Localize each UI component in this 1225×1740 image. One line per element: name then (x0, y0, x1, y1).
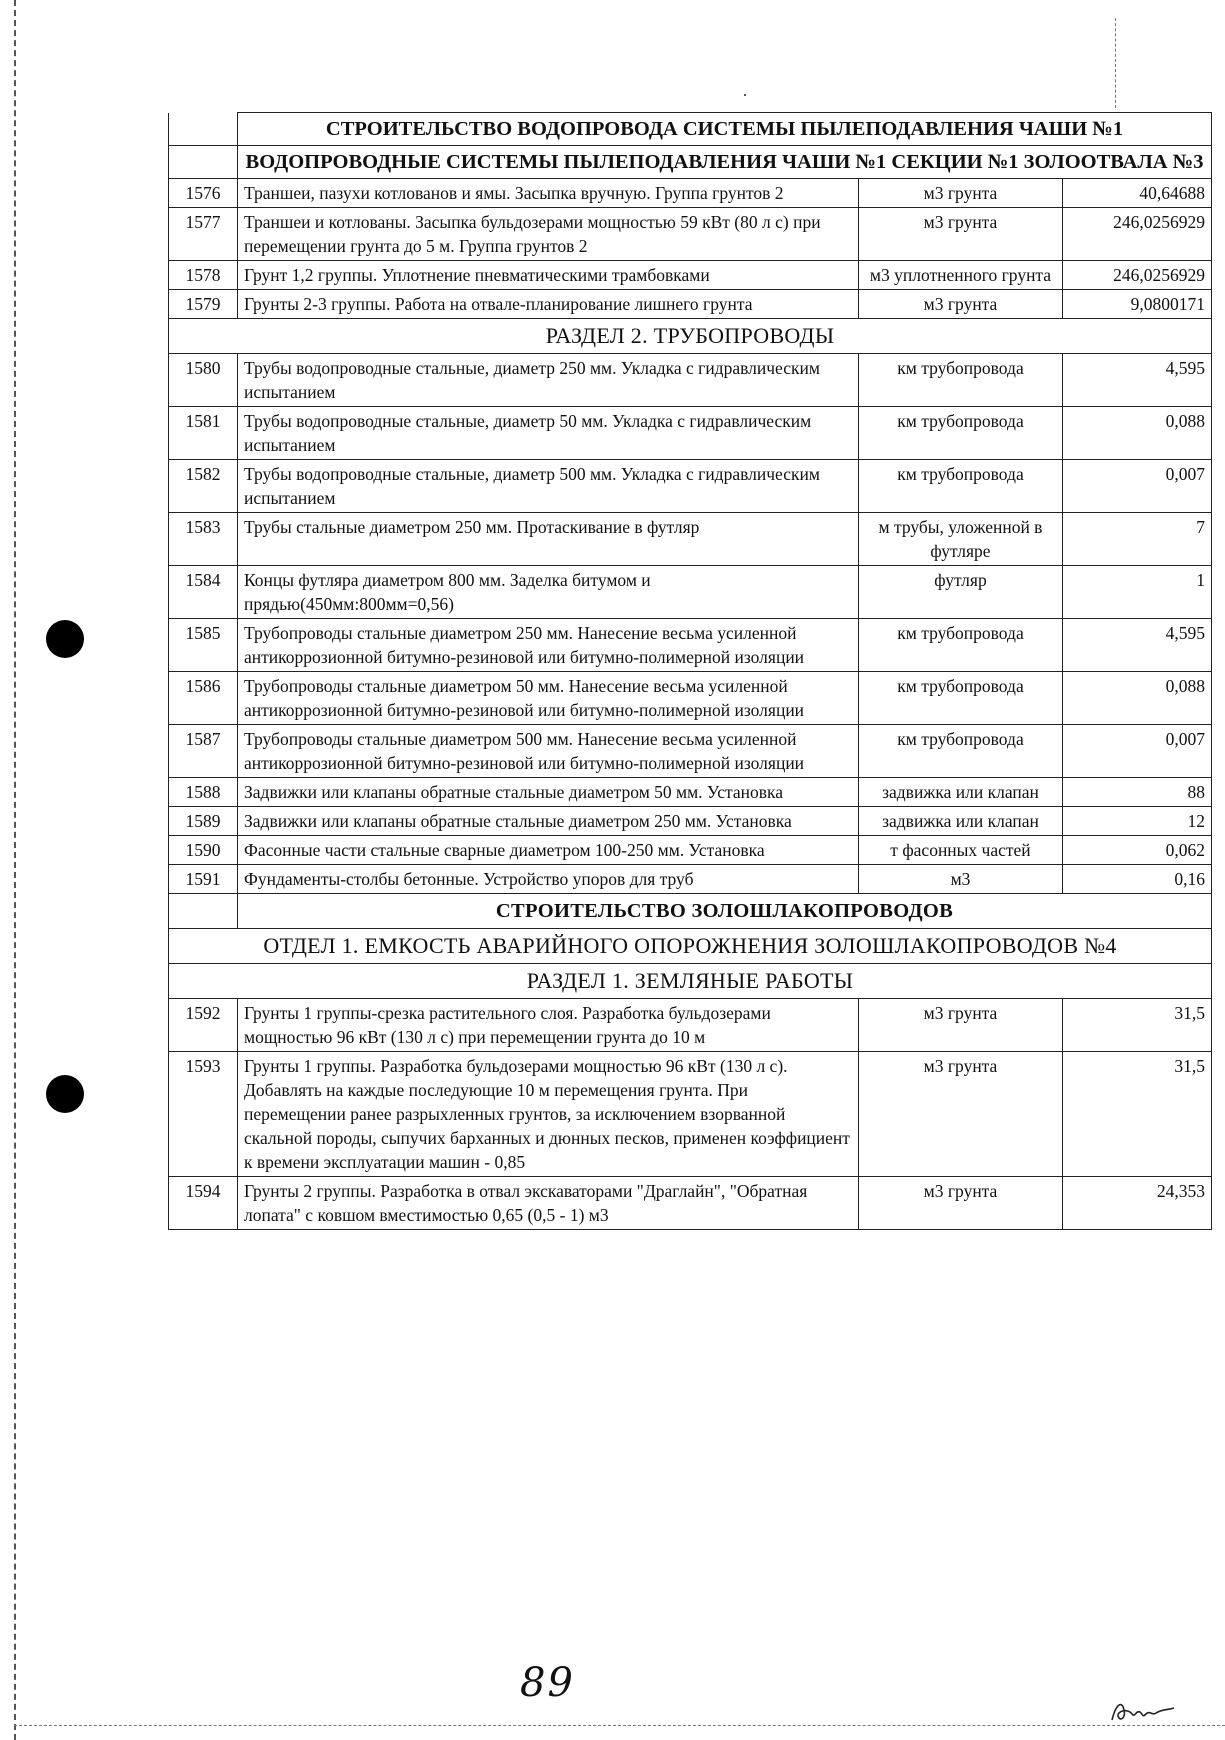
table-row (169, 778, 1212, 807)
heading-slag-pipelines: СТРОИТЕЛЬСТВО ЗОЛОШЛАКОПРОВОДОВ (238, 894, 1212, 929)
item-description: Трубопроводы стальные диаметром 250 мм. Нанесение весьма усиленной антикоррозионной битумно-резиновой или битумно-полимерной изоляции (238, 619, 859, 672)
table-row (169, 354, 1212, 407)
table-row (169, 208, 1212, 261)
section-row-earth (169, 964, 1212, 999)
item-number: 1588 (169, 778, 238, 807)
item-unit: км трубопровода (859, 354, 1063, 407)
item-description: Задвижки или клапаны обратные стальные диаметром 50 мм. Установка (238, 778, 859, 807)
table-row (169, 619, 1212, 672)
table-row (169, 513, 1212, 566)
item-number: 1582 (169, 460, 238, 513)
item-quantity: 0,007 (1063, 460, 1212, 513)
item-description: Траншеи и котлованы. Засыпка бульдозерами мощностью 59 кВт (80 л с) при перемещении грунта до 5 м. Группа грунтов 2 (238, 208, 859, 261)
table-row (169, 865, 1212, 894)
scan-speck (744, 94, 746, 96)
item-number: 1578 (169, 261, 238, 290)
item-unit: м3 (859, 865, 1063, 894)
heading-department: ОТДЕЛ 1. ЕМКОСТЬ АВАРИЙНОГО ОПОРОЖНЕНИЯ ЗОЛОШЛАКОПРОВОДОВ №4 (169, 929, 1212, 964)
item-unit: м3 грунта (859, 179, 1063, 208)
rows-earthworks (169, 999, 1212, 1230)
item-number: 1576 (169, 179, 238, 208)
item-unit: км трубопровода (859, 460, 1063, 513)
item-unit: задвижка или клапан (859, 807, 1063, 836)
item-description: Трубы стальные диаметром 250 мм. Протаскивание в футляр (238, 513, 859, 566)
item-unit: м3 грунта (859, 208, 1063, 261)
item-unit: м трубы, уложенной в футляре (859, 513, 1063, 566)
punch-hole-top (46, 620, 84, 658)
item-description: Задвижки или клапаны обратные стальные диаметром 250 мм. Установка (238, 807, 859, 836)
page-number: 89 (520, 1660, 575, 1706)
item-number: 1584 (169, 566, 238, 619)
item-description: Трубопроводы стальные диаметром 500 мм. Нанесение весьма усиленной антикоррозионной битумно-резиновой или битумно-полимерной изоляции (238, 725, 859, 778)
item-unit: м3 грунта (859, 1177, 1063, 1230)
item-unit: м3 грунта (859, 290, 1063, 319)
item-number: 1589 (169, 807, 238, 836)
title-row-1 (169, 113, 1212, 146)
table-section-water-supply (169, 113, 1212, 179)
item-unit: задвижка или клапан (859, 778, 1063, 807)
item-quantity: 12 (1063, 807, 1212, 836)
section-pipes (169, 319, 1212, 354)
item-number: 1594 (169, 1177, 238, 1230)
item-quantity: 4,595 (1063, 619, 1212, 672)
item-description: Концы футляра диаметром 800 мм. Заделка битумом и прядью(450мм:800мм=0,56) (238, 566, 859, 619)
item-description: Траншеи, пазухи котлованов и ямы. Засыпка вручную. Группа грунтов 2 (238, 179, 859, 208)
scan-margin-mark (1115, 18, 1117, 108)
item-unit: м3 грунта (859, 999, 1063, 1052)
table-row (169, 290, 1212, 319)
rows-earthworks-backfill (169, 179, 1212, 319)
table-row (169, 261, 1212, 290)
section-row-pipes (169, 319, 1212, 354)
punch-hole-bottom (46, 1075, 84, 1113)
item-description: Грунты 1 группы. Разработка бульдозерами мощностью 96 кВт (130 л с). Добавлять на каждые последующие 10 м перемещения грунта. При перемещении ранее разрыхленных грунтов, за исключением взорванной скальной породы, сыпучих барханных и дюнных песков, применен коэффициент к времени эксплуатации машин - 0,85 (238, 1052, 859, 1177)
table-row (169, 999, 1212, 1052)
item-description: Грунты 1 группы-срезка растительного слоя. Разработка бульдозерами мощностью 96 кВт (130 л с) при перемещении грунта до 10 м (238, 999, 859, 1052)
rows-pipes (169, 354, 1212, 894)
item-quantity: 7 (1063, 513, 1212, 566)
item-quantity: 0,088 (1063, 672, 1212, 725)
estimate-table (168, 112, 1212, 1230)
table-row (169, 807, 1212, 836)
item-quantity: 246,0256929 (1063, 261, 1212, 290)
item-quantity: 88 (1063, 778, 1212, 807)
table-row (169, 460, 1212, 513)
section-title-pipes: РАЗДЕЛ 2. ТРУБОПРОВОДЫ (169, 319, 1212, 354)
item-description: Грунты 2 группы. Разработка в отвал экскаваторами "Драглайн", "Обратная лопата" с ковшом вместимостью 0,65 (0,5 - 1) м3 (238, 1177, 859, 1230)
table-row (169, 1052, 1212, 1177)
item-unit: м3 уплотненного грунта (859, 261, 1063, 290)
item-number: 1580 (169, 354, 238, 407)
item-description: Грунт 1,2 группы. Уплотнение пневматическими трамбовками (238, 261, 859, 290)
item-number: 1583 (169, 513, 238, 566)
item-unit: км трубопровода (859, 407, 1063, 460)
item-description: Трубы водопроводные стальные, диаметр 250 мм. Укладка с гидравлическим испытанием (238, 354, 859, 407)
item-number: 1581 (169, 407, 238, 460)
item-description: Грунты 2-3 группы. Работа на отвале-планирование лишнего грунта (238, 290, 859, 319)
table-row (169, 672, 1212, 725)
table-row (169, 1177, 1212, 1230)
item-number: 1579 (169, 290, 238, 319)
title-construction-water-supply: СТРОИТЕЛЬСТВО ВОДОПРОВОДА СИСТЕМЫ ПЫЛЕПОДАВЛЕНИЯ ЧАШИ №1 (238, 113, 1212, 146)
scan-left-edge (14, 0, 16, 1740)
title-row-2 (169, 146, 1212, 179)
item-number: 1592 (169, 999, 238, 1052)
table-row (169, 407, 1212, 460)
item-quantity: 31,5 (1063, 999, 1212, 1052)
item-quantity: 0,16 (1063, 865, 1212, 894)
item-quantity: 4,595 (1063, 354, 1212, 407)
item-number: 1577 (169, 208, 238, 261)
item-number: 1593 (169, 1052, 238, 1177)
item-unit: км трубопровода (859, 619, 1063, 672)
item-description: Трубы водопроводные стальные, диаметр 50 мм. Укладка с гидравлическим испытанием (238, 407, 859, 460)
section-slag (169, 894, 1212, 999)
table-row (169, 179, 1212, 208)
handwritten-signature (1108, 1696, 1178, 1726)
item-number: 1590 (169, 836, 238, 865)
section-title-earthworks: РАЗДЕЛ 1. ЗЕМЛЯНЫЕ РАБОТЫ (169, 964, 1212, 999)
item-quantity: 9,0800171 (1063, 290, 1212, 319)
table-row (169, 836, 1212, 865)
item-quantity: 24,353 (1063, 1177, 1212, 1230)
item-unit: км трубопровода (859, 672, 1063, 725)
item-unit: т фасонных частей (859, 836, 1063, 865)
item-description: Фундаменты-столбы бетонные. Устройство упоров для труб (238, 865, 859, 894)
item-description: Фасонные части стальные сварные диаметром 100-250 мм. Установка (238, 836, 859, 865)
table-row (169, 566, 1212, 619)
scan-bottom-edge (14, 1725, 1225, 1726)
item-quantity: 1 (1063, 566, 1212, 619)
item-quantity: 0,007 (1063, 725, 1212, 778)
item-quantity: 31,5 (1063, 1052, 1212, 1177)
item-number: 1586 (169, 672, 238, 725)
item-quantity: 246,0256929 (1063, 208, 1212, 261)
item-number: 1585 (169, 619, 238, 672)
heading-row-slag (169, 894, 1212, 929)
heading-row-dept (169, 929, 1212, 964)
item-description: Трубы водопроводные стальные, диаметр 500 мм. Укладка с гидравлическим испытанием (238, 460, 859, 513)
table-row (169, 725, 1212, 778)
item-number: 1587 (169, 725, 238, 778)
item-unit: км трубопровода (859, 725, 1063, 778)
item-quantity: 0,088 (1063, 407, 1212, 460)
item-unit: м3 грунта (859, 1052, 1063, 1177)
item-unit: футляр (859, 566, 1063, 619)
title-water-systems: ВОДОПРОВОДНЫЕ СИСТЕМЫ ПЫЛЕПОДАВЛЕНИЯ ЧАШИ №1 СЕКЦИИ №1 ЗОЛООТВАЛА №3 (238, 146, 1212, 179)
item-number: 1591 (169, 865, 238, 894)
item-quantity: 0,062 (1063, 836, 1212, 865)
item-quantity: 40,64688 (1063, 179, 1212, 208)
item-description: Трубопроводы стальные диаметром 50 мм. Нанесение весьма усиленной антикоррозионной битумно-резиновой или битумно-полимерной изоляции (238, 672, 859, 725)
